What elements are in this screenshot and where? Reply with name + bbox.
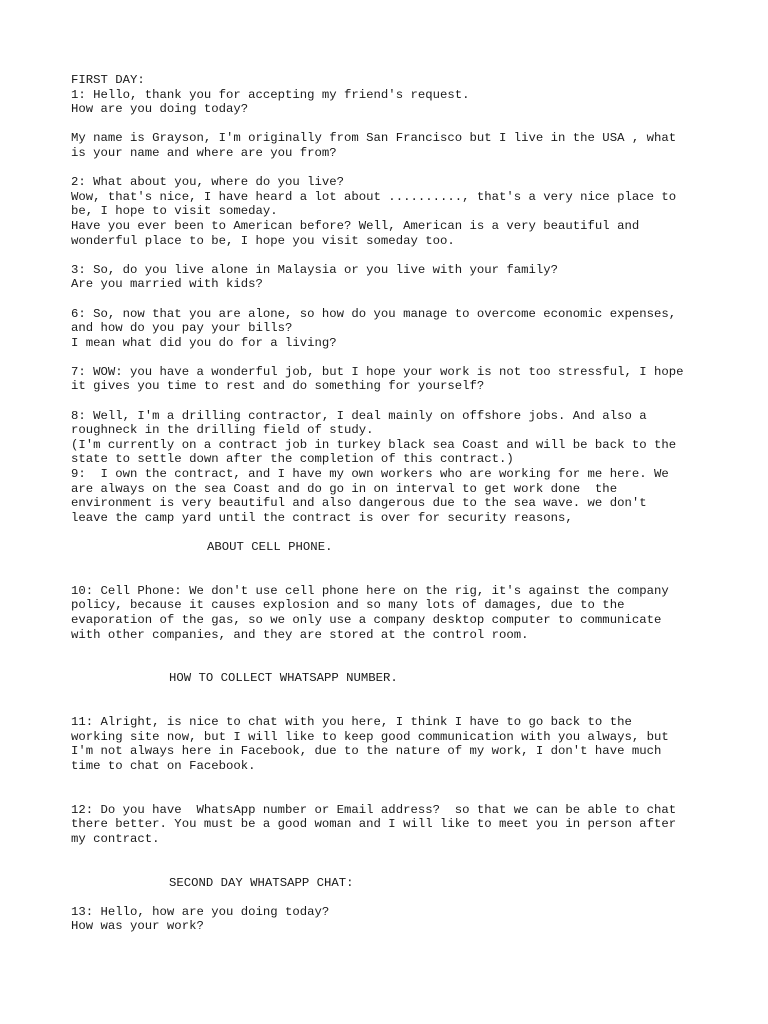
text-line: I mean what did you do for a living? — [71, 335, 337, 350]
text-line: evaporation of the gas, so we only use a company desktop computer to communicate — [71, 612, 662, 627]
text-line: leave the camp yard until the contract is over for security reasons, — [71, 510, 573, 525]
document-page — [71, 73, 711, 934]
text-line: 2: What about you, where do you live? — [71, 175, 345, 190]
text-line: with other companies, and they are stored at the control room. — [71, 627, 529, 642]
text-line: 9: I own the contract, and I have my own workers who are working for me here. We — [71, 467, 669, 482]
text-line: How was your work? — [71, 919, 204, 934]
text-line: How are you doing today? — [71, 102, 249, 117]
text-line: 3: So, do you live alone in Malaysia or you live with your family? — [71, 262, 559, 277]
heading-whatsapp: HOW TO COLLECT WHATSAPP NUMBER. — [169, 671, 398, 686]
text-line: and how do you pay your bills? — [71, 321, 293, 336]
text-line: time to chat on Facebook. — [71, 758, 256, 773]
text-line: I'm not always here in Facebook, due to the nature of my work, I don't have much — [71, 744, 662, 759]
text-line: 12: Do you have WhatsApp number or Email address? so that we can be able to chat — [71, 802, 677, 817]
text-line: environment is very beautiful and also dangerous due to the sea wave. we don't — [71, 496, 647, 511]
heading-second-day: SECOND DAY WHATSAPP CHAT: — [169, 875, 354, 890]
text-line: 7: WOW: you have a wonderful job, but I hope your work is not too stressful, I hope — [71, 364, 684, 379]
text-line: is your name and where are you from? — [71, 145, 337, 160]
text-line: wonderful place to be, I hope you visit someday too. — [71, 233, 455, 248]
text-line: (I'm currently on a contract job in turkey black sea Coast and will be back to the — [71, 437, 677, 452]
text-line: 6: So, now that you are alone, so how do you manage to overcome economic expenses, — [71, 306, 677, 321]
text-line: 11: Alright, is nice to chat with you here, I think I have to go back to the — [71, 715, 632, 730]
text-line: there better. You must be a good woman and I will like to meet you in person after — [71, 817, 677, 832]
text-line: Have you ever been to American before? Well, American is a very beautiful and — [71, 218, 640, 233]
text-line: Wow, that's nice, I have heard a lot about .........., that's a very nice place to — [71, 189, 677, 204]
text-line: it gives you time to rest and do something for yourself? — [71, 379, 485, 394]
text-line: Are you married with kids? — [71, 277, 263, 292]
text-line: policy, because it causes explosion and so many lots of damages, due to the — [71, 598, 625, 613]
text-line: My name is Grayson, I'm originally from San Francisco but I live in the USA , what — [71, 131, 677, 146]
text-line: working site now, but I will like to keep good communication with you always, but — [71, 729, 669, 744]
section-title-first-day: FIRST DAY: — [71, 73, 145, 87]
text-line: 8: Well, I'm a drilling contractor, I deal mainly on offshore jobs. And also a — [71, 408, 647, 423]
text-line: state to settle down after the completion of this contract.) — [71, 452, 514, 467]
text-line: my contract. — [71, 831, 160, 846]
text-line: 10: Cell Phone: We don't use cell phone here on the rig, it's against the company — [71, 583, 669, 598]
text-line: are always on the sea Coast and do go in on interval to get work done the — [71, 481, 618, 496]
text-line: 13: Hello, how are you doing today? — [71, 904, 330, 919]
text-line: roughneck in the drilling field of study. — [71, 423, 374, 438]
heading-cell-phone: ABOUT CELL PHONE. — [207, 540, 333, 554]
text-line: be, I hope to visit someday. — [71, 204, 278, 219]
text-line: 1: Hello, thank you for accepting my friend's request. — [71, 87, 470, 102]
